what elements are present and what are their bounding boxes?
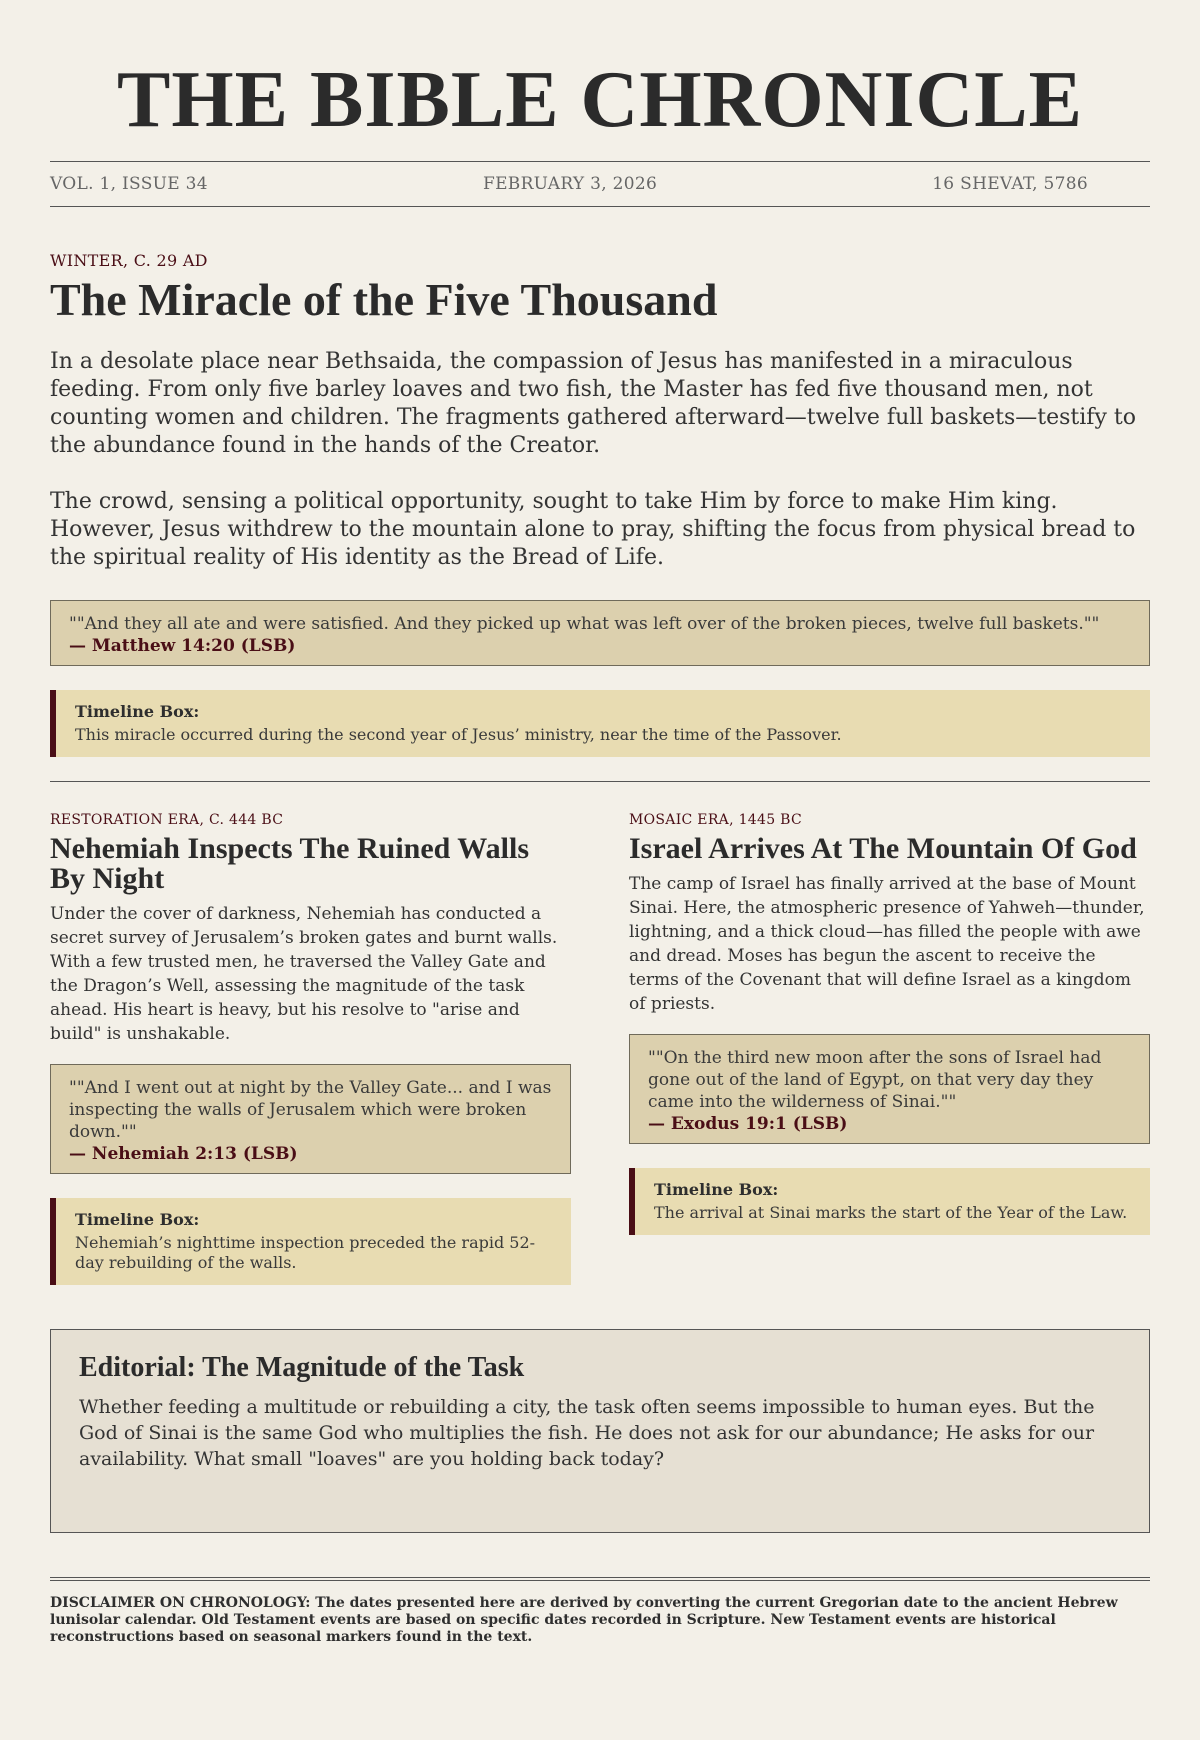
story-scripture-quote xyxy=(629,1034,1150,1144)
timeline-label: Timeline Box: xyxy=(654,1180,779,1199)
timeline-text: The arrival at Sinai marks the start of the Year of the Law. xyxy=(654,1203,1128,1222)
editorial-box xyxy=(50,1329,1150,1533)
lead-timeline-box xyxy=(50,690,1150,757)
story-body: The camp of Israel has finally arrived at the base of Mount Sinai. Here, the atmospheric presence of Yahweh—thunder, lightning, and a thick cloud—has filled the people with awe and dread. Moses has begun the ascent to receive the terms of the Covenant that will define Israel as a kingdom of priests. xyxy=(629,874,1145,1014)
hebrew-date: 16 SHEVAT, 5786 xyxy=(932,174,1088,194)
story-scripture-quote xyxy=(50,1064,571,1174)
timeline-text: This miracle occurred during the second year of Jesus’ ministry, near the time of the Passover. xyxy=(75,725,842,744)
story-body: Under the cover of darkness, Nehemiah has conducted a secret survey of Jerusalem’s broken gates and burnt walls. With a few trusted men, he traversed the Valley Gate and the Dragon’s Well, assessing the magnitude of the task ahead. His heart is heavy, but his resolve to "arise and build" is unshakable. xyxy=(50,904,558,1044)
right-story xyxy=(629,812,1150,1285)
chronology-disclaimer: DISCLAIMER ON CHRONOLOGY: The dates presented here are derived by converting the current Gregorian date to the ancient Hebrew lunisolar calendar. Old Testament events are based on specific dates recorded in Scripture. New Testament events are historical reconstructions based on seasonal markers found in the text. xyxy=(50,1595,1118,1645)
editorial-title: Editorial: The Magnitude of the Task xyxy=(79,1352,525,1383)
story-headline: Nehemiah Inspects The Ruined Walls By Night xyxy=(50,832,529,895)
lead-scripture-quote xyxy=(50,600,1150,666)
quote-text: ""And I went out at night by the Valley Gate... and I was inspecting the walls of Jerusalem which were broken down."" xyxy=(69,1078,552,1142)
section-divider xyxy=(50,781,1150,782)
lead-paragraph: The crowd, sensing a political opportunity, sought to take Him by force to make Him king. However, Jesus withdrew to the mountain alone to pray, shifting the focus from physical bread to the spiritual reality of His identity as the Bread of Life. xyxy=(50,489,1136,570)
quote-text: ""On the third new moon after the sons of Israel had gone out of the land of Egypt, on that very day they came into the wilderness of Sinai."" xyxy=(648,1048,1102,1112)
lead-paragraph: In a desolate place near Bethsaida, the compassion of Jesus has manifested in a miraculous feeding. From only five barley loaves and two fish, the Master has fed five thousand men, not counting women and children. The fragments gathered afterward—twelve full baskets—testify to the abundance found in the hands of the Creator. xyxy=(50,349,1136,458)
timeline-text: Nehemiah’s nighttime inspection preceded the rapid 52-day rebuilding of the walls. xyxy=(75,1233,536,1272)
story-era-label: RESTORATION ERA, C. 444 BC xyxy=(50,812,284,828)
issue-number: VOL. 1, ISSUE 34 xyxy=(50,174,208,194)
quote-citation: — Nehemiah 2:13 (LSB) xyxy=(69,1144,298,1164)
story-timeline-box xyxy=(50,1198,571,1285)
dateline xyxy=(50,161,1150,207)
quote-citation: — Matthew 14:20 (LSB) xyxy=(69,636,296,656)
masthead-title: THE BIBLE CHRONICLE xyxy=(117,56,1083,144)
issue-date: FEBRUARY 3, 2026 xyxy=(482,174,658,194)
story-era-label: MOSAIC ERA, 1445 BC xyxy=(629,812,803,828)
lead-era-label: WINTER, C. 29 AD xyxy=(50,251,208,270)
story-columns xyxy=(50,812,1150,1285)
lead-headline: The Miracle of the Five Thousand xyxy=(50,274,718,325)
quote-text: ""And they all ate and were satisfied. And they picked up what was left over of the broken pieces, twelve full baskets."" xyxy=(69,614,1100,634)
newspaper-page xyxy=(50,0,1150,1646)
left-story xyxy=(50,812,571,1285)
story-timeline-box xyxy=(629,1168,1150,1235)
story-headline: Israel Arrives At The Mountain Of God xyxy=(629,832,1137,865)
quote-citation: — Exodus 19:1 (LSB) xyxy=(648,1114,848,1134)
editorial-body: Whether feeding a multitude or rebuilding a city, the task often seems impossible to human eyes. But the God of Sinai is the same God who multiplies the fish. He does not ask for our abundance; He asks for our availability. What small "loaves" are you holding back today? xyxy=(79,1396,1095,1470)
timeline-label: Timeline Box: xyxy=(75,1210,200,1229)
footer-divider xyxy=(50,1577,1150,1581)
timeline-label: Timeline Box: xyxy=(75,702,200,721)
